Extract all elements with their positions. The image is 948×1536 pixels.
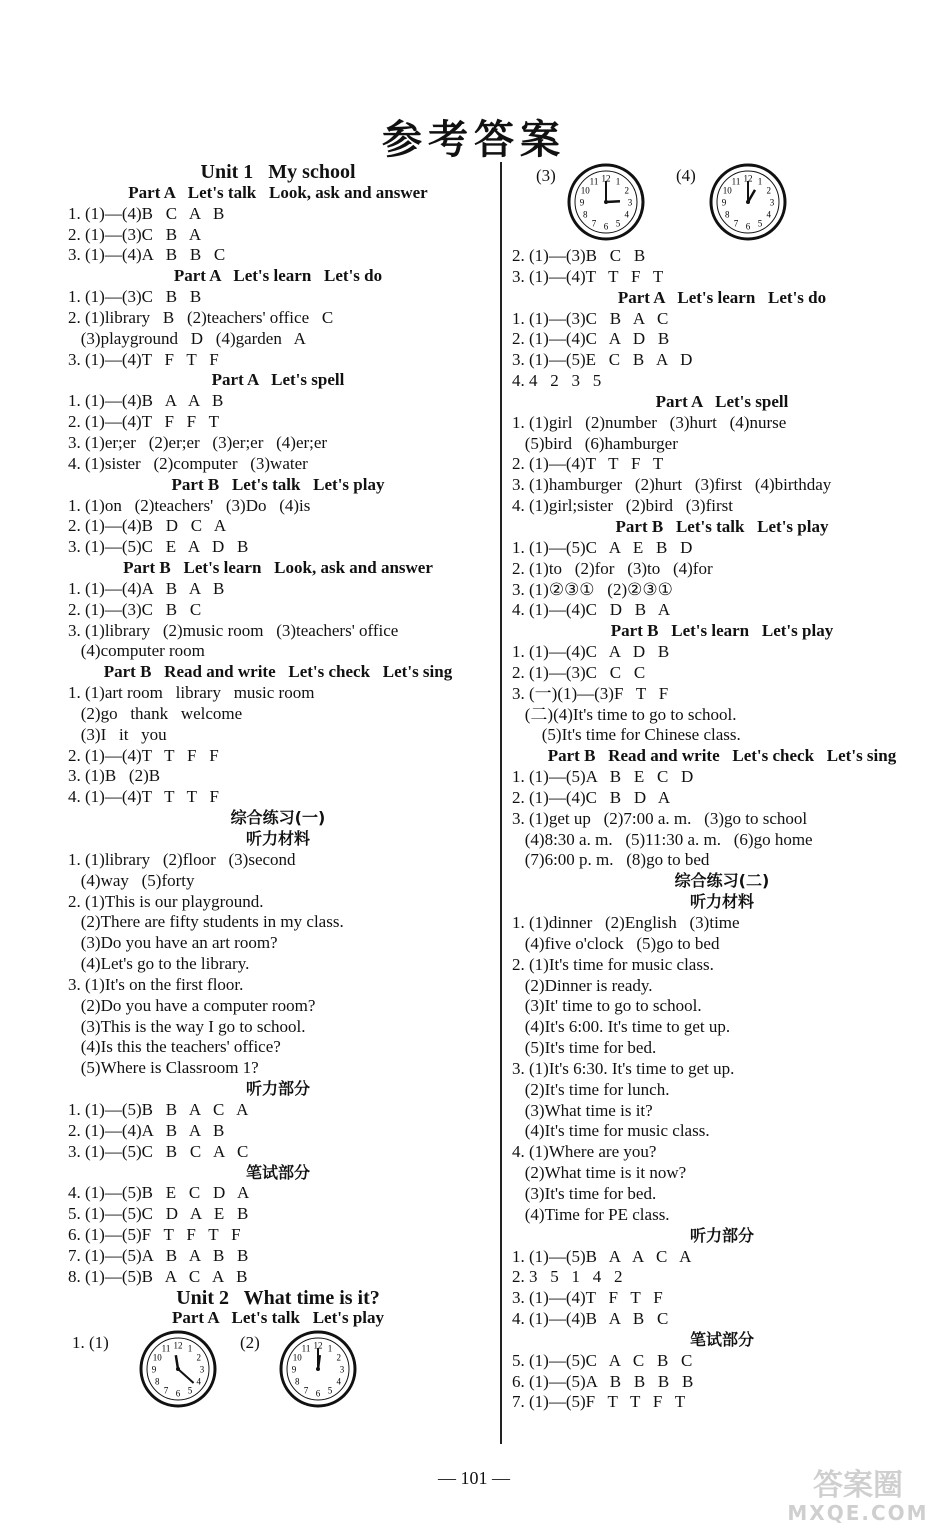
answer-line: (5)It's time for Chinese class. <box>512 725 741 745</box>
answer-line: 2. (1)—(3)B C B <box>512 246 646 265</box>
page-number: — 101 — <box>438 1468 510 1488</box>
svg-text:11: 11 <box>161 1343 171 1354</box>
clock-label-3: (3) <box>536 166 556 185</box>
answer-line: 3. (1)hamburger (2)hurt (3)first (4)birthday <box>512 475 832 495</box>
answer-line: 1. (1)—(4)A B A B <box>68 578 225 598</box>
answer-line: 8. (1)—(5)B A C A B <box>68 1266 248 1286</box>
svg-text:9: 9 <box>721 197 727 208</box>
clock-row-unit2 <box>68 1329 488 1413</box>
answer-line: (3)Do you have an art room? <box>68 933 278 953</box>
answer-line: (4)Let's go to the library. <box>68 954 250 974</box>
answer-line: 2. (1)—(3)C C C <box>512 662 646 682</box>
answer-line: 5. (1)—(5)C D A E B <box>68 1204 249 1224</box>
svg-text:3: 3 <box>627 197 633 208</box>
answer-line: 3. (1)—(4)T F T F <box>68 349 219 369</box>
answer-line: 1. (1)girl (2)number (3)hurt (4)nurse <box>512 412 787 432</box>
svg-text:11: 11 <box>731 176 741 187</box>
svg-text:3: 3 <box>769 197 775 208</box>
answer-line: 1. (1)—(3)C B B <box>68 287 202 307</box>
svg-text:10: 10 <box>152 1352 162 1363</box>
answer-line: (5)bird (6)hamburger <box>512 433 678 453</box>
answer-line: (2)What time is it now? <box>512 1163 687 1183</box>
answer-line: 1. (1)library (2)floor (3)second <box>68 849 296 869</box>
answer-line: (5)Where is Classroom 1? <box>68 1058 259 1078</box>
section-heading: Part A Let's spell <box>655 391 789 411</box>
answer-line: 1. (1)—(5)B A A C A <box>512 1246 692 1266</box>
svg-text:12: 12 <box>743 173 753 184</box>
section-heading: Part A Let's talk Let's play <box>171 1308 385 1328</box>
answer-line: 3. (1)—(4)T T F T <box>512 266 664 286</box>
answer-line: 2. (1)—(3)C B C <box>68 599 202 619</box>
answer-line: (2)There are fifty students in my class. <box>68 912 344 932</box>
clock-icon-3 <box>566 162 646 242</box>
svg-text:10: 10 <box>722 185 732 196</box>
answer-line: 3. (1)—(5)E C B A D <box>512 350 693 370</box>
svg-text:7: 7 <box>303 1385 309 1396</box>
svg-text:1: 1 <box>187 1343 193 1354</box>
svg-text:6: 6 <box>175 1388 181 1399</box>
answer-line: 6. (1)—(5)A B B B B <box>512 1371 694 1391</box>
answer-line: 4. (1)sister (2)computer (3)water <box>68 453 308 473</box>
answer-line: (3)I it you <box>68 724 167 744</box>
clock-label-1: 1. (1) <box>72 1333 109 1353</box>
svg-text:3: 3 <box>199 1364 205 1375</box>
answer-line: 1. (1)—(5)C A E B D <box>512 537 693 557</box>
answer-line: 3. (1)er;er (2)er;er (3)er;er (4)er;er <box>68 432 328 452</box>
svg-text:10: 10 <box>292 1352 302 1363</box>
clock-icon-4 <box>708 162 788 242</box>
answer-line: (2)It's time for lunch. <box>512 1079 670 1099</box>
svg-text:4: 4 <box>196 1376 202 1387</box>
section-heading: 听力材料 <box>245 829 310 848</box>
clock-label-4: (4) <box>676 166 696 185</box>
answer-line: 1. (1)—(5)B B A C A <box>68 1099 249 1119</box>
svg-text:11: 11 <box>589 176 599 187</box>
answer-line: (4)8:30 a. m. (5)11:30 a. m. (6)go home <box>512 829 813 849</box>
answer-line: (7)6:00 p. m. (8)go to bed <box>512 850 710 870</box>
section-heading: 综合练习(一) <box>230 808 326 828</box>
answer-line: 3. (1)It's 6:30. It's time to get up. <box>512 1058 735 1078</box>
answer-line: 2. (1)library B (2)teachers' office C <box>68 307 334 327</box>
answer-line: (4)five o'clock (5)go to bed <box>512 933 720 953</box>
answer-line: 2. (1)—(4)C B D A <box>512 787 671 807</box>
clock-label-2: (2) <box>240 1333 260 1353</box>
section-heading: 综合练习(二) <box>674 871 770 891</box>
answer-line: (2)Do you have a computer room? <box>68 995 316 1015</box>
answer-line: 4. (1)girl;sister (2)bird (3)first <box>512 496 733 516</box>
svg-text:2: 2 <box>196 1352 202 1363</box>
clock-icon-1 <box>138 1329 218 1409</box>
answer-line: (4)Time for PE class. <box>512 1204 670 1224</box>
right-answer-lines <box>512 246 932 1413</box>
answer-line: (4)Is this the teachers' office? <box>68 1037 281 1057</box>
section-heading: Part A Let's spell <box>211 370 345 390</box>
answer-line: 2. (1)—(4)C A D B <box>512 329 670 349</box>
svg-text:8: 8 <box>582 209 588 220</box>
answer-line: 1. (1)—(3)C B A C <box>512 308 669 328</box>
watermark-logo <box>778 1470 938 1530</box>
clock-row-top <box>512 162 932 246</box>
answer-line: (3)playground D (4)garden A <box>68 328 306 348</box>
unit-heading: Unit 1 My school <box>200 161 356 183</box>
answer-line: (4)computer room <box>68 641 205 661</box>
section-heading: 听力材料 <box>689 892 754 912</box>
svg-text:5: 5 <box>615 218 621 229</box>
answer-line: 2. 3 5 1 4 2 <box>512 1267 623 1287</box>
svg-text:12: 12 <box>601 173 611 184</box>
column-divider <box>500 162 502 1444</box>
svg-text:2: 2 <box>766 185 772 196</box>
svg-text:4: 4 <box>336 1376 342 1387</box>
answer-line: (3)This is the way I go to school. <box>68 1016 306 1036</box>
answer-line: 4. 4 2 3 5 <box>512 371 602 391</box>
answer-line: (二)(4)It's time to go to school. <box>512 704 737 724</box>
svg-text:7: 7 <box>733 218 739 229</box>
answer-line: 1. (1)—(4)C A D B <box>512 642 670 662</box>
answer-line: 7. (1)—(5)A B A B B <box>68 1245 249 1265</box>
answer-line: 3. (一)(1)—(3)F T F <box>512 683 669 703</box>
svg-text:9: 9 <box>291 1364 297 1375</box>
answer-line: 1. (1)art room library music room <box>68 683 315 703</box>
svg-text:2: 2 <box>336 1352 342 1363</box>
answer-line: (5)It's time for bed. <box>512 1038 657 1058</box>
answer-line: 2. (1)—(3)C B A <box>68 224 202 244</box>
answer-line: 4. (1)—(4)B A B C <box>512 1309 669 1329</box>
svg-text:12: 12 <box>313 1340 323 1351</box>
svg-text:6: 6 <box>603 221 609 232</box>
section-heading: Part B Let's talk Let's play <box>171 474 385 494</box>
unit-heading: Unit 2 What time is it? <box>176 1286 380 1309</box>
section-heading: Part A Let's learn Let's do <box>173 266 383 286</box>
answer-line: 3. (1)—(5)C B C A C <box>68 1141 249 1161</box>
svg-text:11: 11 <box>301 1343 311 1354</box>
answer-line: 1. (1)—(4)B A A B <box>68 391 224 411</box>
svg-text:1: 1 <box>757 176 763 187</box>
svg-text:1: 1 <box>327 1343 333 1354</box>
section-heading: Part A Let's talk Look, ask and answer <box>128 182 428 202</box>
clock-icon-2 <box>278 1329 358 1409</box>
section-heading: 听力部分 <box>245 1079 310 1099</box>
left-answer-lines <box>68 162 488 1329</box>
svg-text:7: 7 <box>591 218 597 229</box>
answer-line: (4)way (5)forty <box>68 870 195 890</box>
answer-line: 2. (1)—(4)A B A B <box>68 1120 225 1140</box>
answer-line: 5. (1)—(5)C A C B C <box>512 1350 693 1370</box>
answer-line: 3. (1)—(4)A B B C <box>68 245 226 265</box>
section-heading: Part B Let's talk Let's play <box>615 516 829 536</box>
answer-line: 3. (1)—(4)T F T F <box>512 1288 663 1308</box>
answer-line: 1. (1)—(4)B C A B <box>68 203 225 223</box>
answer-line: (4)It's time for music class. <box>512 1121 710 1141</box>
svg-text:12: 12 <box>173 1340 183 1351</box>
answer-line: 2. (1)This is our playground. <box>68 891 264 911</box>
section-heading: Part B Read and write Let's check Let's sing <box>103 662 453 682</box>
answer-line: (3)It' time to go to school. <box>512 996 702 1016</box>
svg-text:8: 8 <box>724 209 730 220</box>
answer-line: 1. (1)—(5)A B E C D <box>512 767 694 787</box>
answer-line: 1. (1)dinner (2)English (3)time <box>512 913 740 932</box>
svg-text:8: 8 <box>154 1376 160 1387</box>
svg-text:9: 9 <box>151 1364 157 1375</box>
svg-text:3: 3 <box>339 1364 345 1375</box>
answer-line: 1. (1)on (2)teachers' (3)Do (4)is <box>68 495 311 515</box>
answer-line: 7. (1)—(5)F T T F T <box>512 1392 686 1412</box>
answer-line: 2. (1)—(4)B D C A <box>68 516 227 536</box>
answer-line: (4)It's 6:00. It's time to get up. <box>512 1017 731 1037</box>
answer-line: (3)It's time for bed. <box>512 1183 657 1203</box>
svg-text:2: 2 <box>624 185 630 196</box>
section-heading: Part A Let's learn Let's do <box>617 287 827 307</box>
section-heading: 听力部分 <box>689 1225 754 1245</box>
answer-line: 2. (1)It's time for music class. <box>512 954 714 974</box>
svg-text:8: 8 <box>294 1376 300 1387</box>
svg-text:5: 5 <box>187 1385 193 1396</box>
section-heading: Part B Let's learn Let's play <box>610 621 834 641</box>
answer-line: 4. (1)—(4)C D B A <box>512 600 671 620</box>
answer-line: 2. (1)to (2)for (3)to (4)for <box>512 558 713 578</box>
svg-text:10: 10 <box>580 185 590 196</box>
answer-line: 3. (1)library (2)music room (3)teachers' office <box>68 620 399 640</box>
answer-line: 2. (1)—(4)T F F T <box>68 412 219 432</box>
answer-line: 3. (1)It's on the first floor. <box>68 974 244 994</box>
svg-text:5: 5 <box>327 1385 333 1396</box>
right-column <box>512 162 932 1413</box>
answer-line: 2. (1)—(4)T T F T <box>512 454 664 474</box>
answer-line: 2. (1)—(4)T T F F <box>68 745 219 765</box>
answer-line: 4. (1)—(5)B E C D A <box>68 1183 250 1203</box>
watermark-bottom: MXQE.COM <box>787 1501 929 1525</box>
answer-line: (2)Dinner is ready. <box>512 975 653 995</box>
answer-line: 3. (1)②③① (2)②③① <box>512 579 673 599</box>
page-title: 参考答案 <box>382 117 566 162</box>
svg-text:6: 6 <box>315 1388 321 1399</box>
answer-line: 3. (1)—(5)C E A D B <box>68 537 249 557</box>
section-heading: 笔试部分 <box>689 1329 754 1349</box>
answer-line: 4. (1)Where are you? <box>512 1142 657 1162</box>
svg-text:4: 4 <box>624 209 630 220</box>
answer-line: 3. (1)B (2)B <box>68 766 161 786</box>
svg-text:9: 9 <box>579 197 585 208</box>
svg-text:7: 7 <box>163 1385 169 1396</box>
answer-line: 3. (1)get up (2)7:00 a. m. (3)go to school <box>512 808 808 828</box>
answer-line: (2)go thank welcome <box>68 703 243 723</box>
answer-line: (3)What time is it? <box>512 1100 653 1120</box>
svg-text:4: 4 <box>766 209 772 220</box>
section-heading: Part B Read and write Let's check Let's sing <box>547 746 897 766</box>
svg-text:1: 1 <box>615 176 621 187</box>
section-heading: Part B Let's learn Look, ask and answer <box>123 558 433 578</box>
svg-text:5: 5 <box>757 218 763 229</box>
svg-text:6: 6 <box>745 221 751 232</box>
left-column <box>68 162 488 1413</box>
watermark-top: 答案圈 <box>813 1468 903 1503</box>
answer-line: 6. (1)—(5)F T F T F <box>68 1225 241 1245</box>
answer-line: 4. (1)—(4)T T T F <box>68 787 219 807</box>
section-heading: 笔试部分 <box>245 1162 310 1182</box>
